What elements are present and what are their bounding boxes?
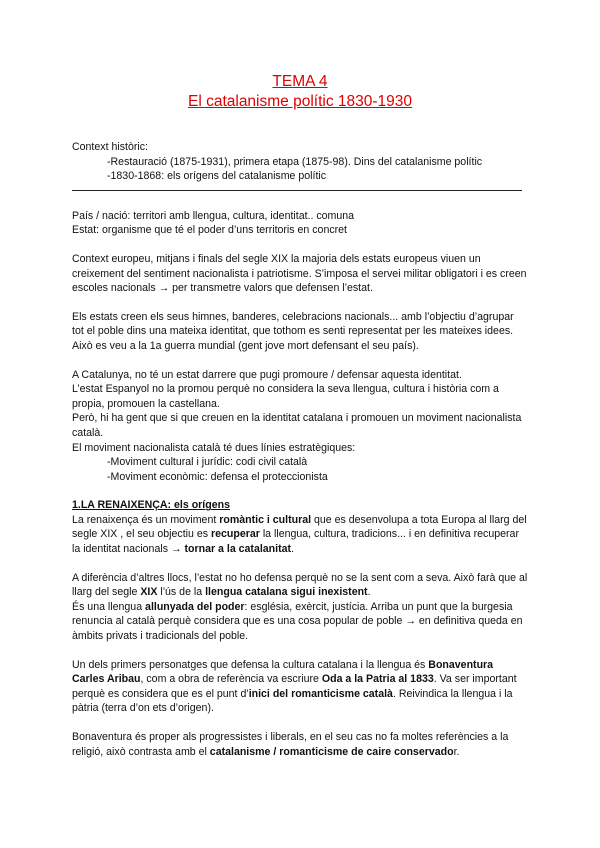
- definition-country: País / nació: territori amb llengua, cultura, identitat.. comuna: [72, 209, 355, 222]
- title-line-1: TEMA 4: [272, 73, 328, 90]
- renaixenca-paragraph-2: A diferència d’altres llocs, l’estat no ho defensa perquè no se la sent com a seva. Això farà que al llarg del segle XIX l’ús de la llengua catalana sigui inexistent.: [72, 571, 528, 599]
- paragraph-national-symbols: Els estats creen els seus himnes, banderes, celebracions nacionals... amb l’objectiu d’agrupar tot el poble dins una mateixa identitat, que tothom es senti representat per les mateixes idees. Això es veu a la 1a guerra mundial (gent jove mort defensant el seu país).: [72, 310, 514, 352]
- context-item-2: -1830-1868: els orígens del catalanisme polític: [107, 170, 327, 183]
- paragraph-european-context: Context europeu, mitjans i finals del segle XIX la majoria dels estats europeus viuen un creixement del sentiment nacionalista i patriotisme. S’imposa el servei militar obligatori i es creen escoles nacionals → per transmetre valors que defensen l’estat.: [72, 252, 527, 295]
- title-line-2: El catalanisme polític 1830-1930: [187, 93, 413, 110]
- strategy-item-1: -Moviment cultural i jurídic: codi civil català: [107, 456, 308, 469]
- context-item-1: -Restauració (1875-1931), primera etapa (1875-98). Dins del catalanisme polític: [107, 155, 483, 168]
- renaixenca-paragraph-1: La renaixença és un moviment romàntic i cultural que es desenvolupa a tota Europa al llarg del segle XIX , el seu objectiu es recuperar la llengua, cultura, tradicions... i en definitiva recuperar la identitat nacionals → tornar a la catalanitat.: [72, 513, 527, 556]
- document-page: [72, 72, 528, 759]
- definition-state: Estat: organisme que té el poder d’uns territoris en concret: [72, 224, 347, 237]
- context-label: Context històric:: [72, 141, 148, 153]
- renaixenca-paragraph-2b: És una llengua allunyada del poder: església, exèrcit, justícia. Arriba un punt que la burgesia renuncia al català perquè considera que es una cosa popular de poble → en definitiva queda en àmbits privats i tradicionals del poble.: [72, 600, 523, 643]
- renaixenca-paragraph-4: Bonaventura és proper als progressistes i liberals, en el seu cas no fa moltes referències a la religió, això contrasta amb el catalanisme / romanticisme de caire conservador.: [72, 731, 509, 758]
- strategy-item-2: -Moviment econòmic: defensa el proteccionista: [107, 470, 328, 483]
- separator-line: [72, 190, 522, 191]
- catalonia-line-1: A Catalunya, no té un estat darrere que pugi promoure / defensar aquesta identitat.: [72, 368, 462, 381]
- catalonia-line-2: L’estat Espanyol no la promou perquè no considera la seva llengua, cultura i història com a propia, promouen la castellana.: [72, 383, 499, 410]
- catalonia-line-4: El moviment nacionalista català té dues línies estratègiques:: [72, 441, 356, 454]
- renaixenca-paragraph-3: Un dels primers personatges que defensa la cultura catalana i la llengua és Bonaventura Carles Aribau, com a obra de referència va escriure Oda a la Patria al 1833. Va ser important perquè es considera que es el punt d’inici del romanticisme català. Reivindica la llengua i la pàtria (terra d’on ets d’origen).: [72, 658, 517, 715]
- section-heading-renaixenca: 1.LA RENAIXENÇA: els orígens: [72, 499, 230, 512]
- catalonia-line-3: Però, hi ha gent que si que creuen en la identitat catalana i promouen un moviment nacionalista català.: [72, 412, 522, 439]
